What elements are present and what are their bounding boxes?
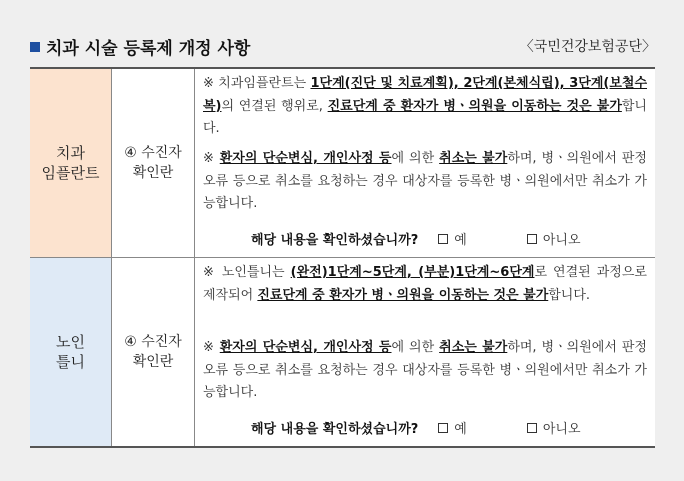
- header: [30, 32, 656, 60]
- content-cell: [195, 69, 655, 257]
- emphasis-text: 진료단계 중 환자가 병ㆍ의원을 이동하는 것은 불가: [257, 287, 549, 303]
- notice-text: 로 연결된 과정으로 제작되어: [203, 265, 647, 303]
- notice-paragraph: [203, 73, 647, 141]
- source-label: 〈국민건강보험공단〉: [519, 39, 656, 55]
- emphasis-text: 환자의 단순변심, 개인사정 등: [219, 151, 392, 166]
- no-label: 아니오: [542, 233, 581, 248]
- notice-text: 에 의한: [391, 151, 440, 166]
- emphasis-text: 취소는 불가: [439, 151, 508, 166]
- reference-mark: ※: [203, 265, 216, 280]
- yes-label: 예: [454, 422, 467, 437]
- notice-text: 노인틀니는: [215, 265, 291, 280]
- confirm-line: [251, 418, 581, 437]
- no-checkbox[interactable]: [527, 234, 537, 244]
- no-label: 아니오: [542, 422, 581, 437]
- yes-checkbox[interactable]: [438, 423, 448, 433]
- yes-label: 예: [454, 233, 467, 248]
- notice-text: 하며, 병ㆍ의원에서 판정오류 등으로 취소를 요청하는 경우 대상자를 등록한 병ㆍ의원에서만 취소가 가능합니다.: [203, 340, 647, 400]
- emphasis-text: 환자의 단순변심, 개인사정 등: [219, 340, 392, 355]
- notice-text: 합니다.: [548, 287, 591, 303]
- confirm-line: [251, 229, 581, 248]
- revision-table: [30, 67, 655, 448]
- category-cell: [30, 258, 112, 446]
- emphasis-text: (완전)1단계~5단계, (부분)1단계~6단계: [290, 265, 535, 280]
- subcategory-cell: [112, 69, 195, 257]
- yes-checkbox[interactable]: [438, 234, 448, 244]
- emphasis-text: 취소는 불가: [439, 340, 508, 355]
- content-cell: [195, 258, 655, 446]
- notice-paragraph: [203, 262, 647, 307]
- no-checkbox[interactable]: [527, 423, 537, 433]
- notice-text: 치과임플란트는: [214, 76, 311, 91]
- subcategory-label: ④ 수진자 확인란: [124, 145, 182, 181]
- reference-mark: ※: [203, 151, 215, 166]
- notice-text: 하며, 병ㆍ의원에서 판정오류 등으로 취소를 요청하는 경우 대상자를 등록한 병ㆍ의원에서만 취소가 가능합니다.: [203, 151, 647, 211]
- notice-text: 에 의한: [391, 340, 440, 355]
- notice-text: 합니다.: [203, 98, 647, 136]
- title-wrap: [30, 34, 250, 59]
- category-cell: [30, 69, 112, 257]
- emphasis-text: 진료단계 중 환자가 병ㆍ의원을 이동하는 것은 불가: [327, 98, 622, 114]
- confirm-question: 해당 내용을 확인하셨습니까?: [251, 422, 419, 437]
- notice-paragraph: [203, 337, 647, 405]
- table-row: [30, 258, 655, 446]
- square-bullet-icon: [30, 42, 40, 52]
- emphasis-text: 1단계(진단 및 치료계획), 2단계(본체식립), 3단계(보철수복): [203, 76, 648, 114]
- reference-mark: ※: [203, 76, 215, 91]
- notice-text: 의 연결된 행위로,: [221, 98, 328, 114]
- confirm-question: 해당 내용을 확인하셨습니까?: [251, 233, 419, 248]
- category-label: 노인 틀니: [56, 333, 85, 371]
- table-row: [30, 69, 655, 258]
- notice-paragraph: [203, 148, 647, 216]
- page-title: 치과 시술 등록제 개정 사항: [46, 39, 251, 59]
- subcategory-label: ④ 수진자 확인란: [124, 334, 182, 370]
- subcategory-cell: [112, 258, 195, 446]
- category-label: 치과 임플란트: [41, 144, 100, 182]
- reference-mark: ※: [203, 340, 215, 355]
